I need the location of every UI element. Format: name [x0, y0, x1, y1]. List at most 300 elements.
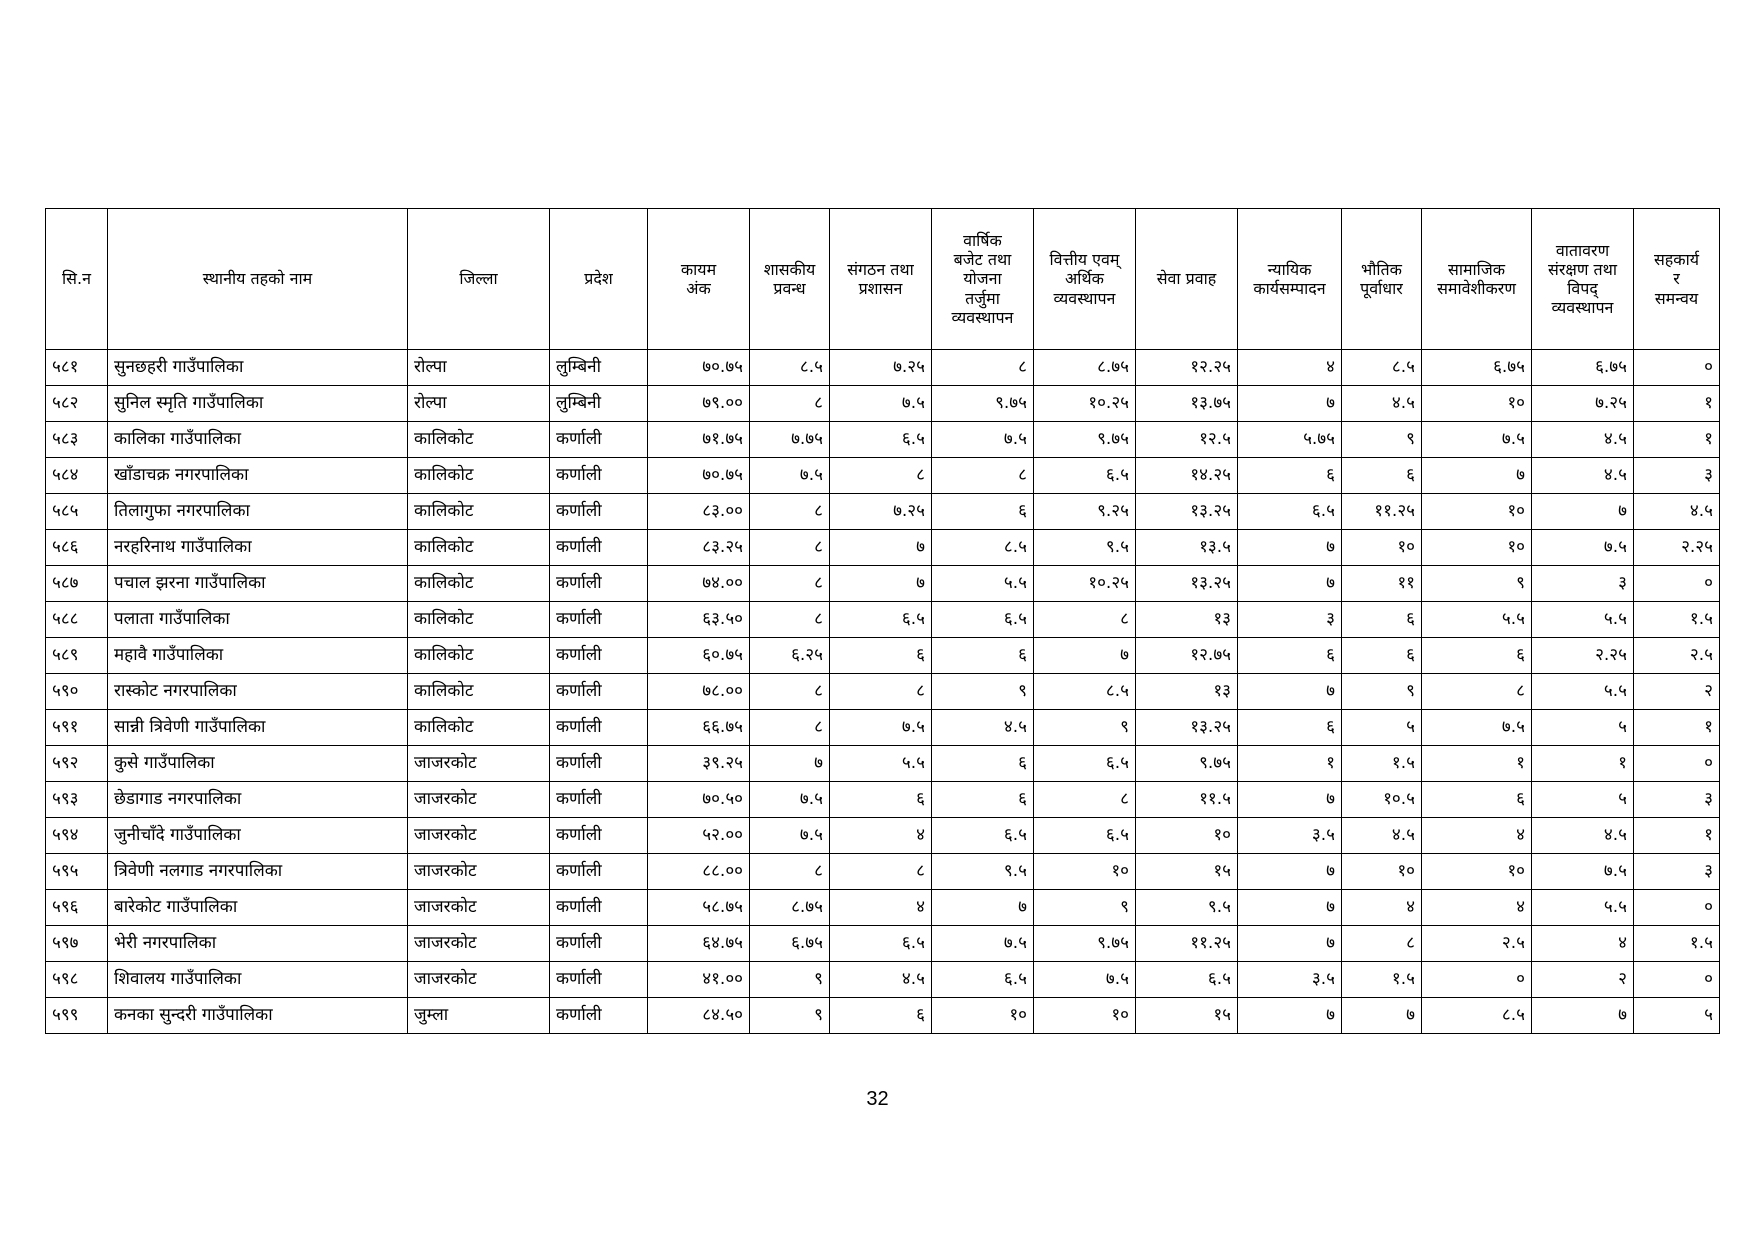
table-cell: ७ [1532, 998, 1634, 1034]
table-cell: ८ [750, 530, 830, 566]
table-cell: ६ [932, 746, 1034, 782]
table-cell: ३ [1634, 782, 1720, 818]
table-cell: १५ [1136, 998, 1238, 1034]
table-cell: लुम्बिनी [550, 350, 648, 386]
table-cell: ६०.७५ [648, 638, 750, 674]
table-cell: ८ [830, 674, 932, 710]
table-cell: ७ [932, 890, 1034, 926]
table-cell: पलाता गाउँपालिका [108, 602, 408, 638]
table-cell: ९ [1034, 710, 1136, 746]
table-cell: ७ [1238, 530, 1342, 566]
table-cell: ८ [830, 854, 932, 890]
table-cell: ४.५ [1634, 494, 1720, 530]
table-cell: ९ [750, 962, 830, 998]
service-delivery-header: सेवा प्रवाह [1136, 209, 1238, 350]
table-cell: १० [1422, 494, 1532, 530]
table-cell: १०.५ [1342, 782, 1422, 818]
table-cell: ७.२५ [830, 494, 932, 530]
table-row [46, 998, 1720, 1034]
table-cell: ४१.०० [648, 962, 750, 998]
table-cell: १० [932, 998, 1034, 1034]
local-level-name-header: स्थानीय तहको नाम [108, 209, 408, 350]
table-cell: ९.७५ [1136, 746, 1238, 782]
table-cell: ७०.७५ [648, 350, 750, 386]
table-cell: ७ [1238, 854, 1342, 890]
table-cell: ५९६ [46, 890, 108, 926]
table-cell: ७ [830, 566, 932, 602]
table-cell: ५९३ [46, 782, 108, 818]
table-cell: जुम्ला [408, 998, 550, 1034]
table-cell: ८ [932, 458, 1034, 494]
table-cell: ९.५ [1034, 530, 1136, 566]
table-cell: ७.५ [1034, 962, 1136, 998]
table-cell: कर्णाली [550, 710, 648, 746]
table-cell: रास्कोट नगरपालिका [108, 674, 408, 710]
environment-disaster-header: वातावरण संरक्षण तथा विपद् व्यवस्थापन [1532, 209, 1634, 350]
table-header-row [46, 209, 1720, 350]
table-cell: ७८.०० [648, 674, 750, 710]
table-cell: लुम्बिनी [550, 386, 648, 422]
table-cell: ५.५ [1532, 674, 1634, 710]
table-cell: ७ [1342, 998, 1422, 1034]
table-cell: ८.५ [1342, 350, 1422, 386]
table-cell: कर्णाली [550, 998, 648, 1034]
table-row [46, 638, 1720, 674]
table-cell: १३.७५ [1136, 386, 1238, 422]
table-cell: ७ [1034, 638, 1136, 674]
table-cell: १२.७५ [1136, 638, 1238, 674]
table-cell: ७.५ [932, 422, 1034, 458]
governance-header: शासकीय प्रवन्ध [750, 209, 830, 350]
table-cell: ६ [932, 494, 1034, 530]
table-cell: १३.२५ [1136, 566, 1238, 602]
table-cell: ५९१ [46, 710, 108, 746]
table-cell: ८ [1034, 602, 1136, 638]
table-row [46, 926, 1720, 962]
table-cell: ७ [1238, 890, 1342, 926]
social-inclusion-header: सामाजिक समावेशीकरण [1422, 209, 1532, 350]
table-row [46, 386, 1720, 422]
total-score-header: कायम अंक [648, 209, 750, 350]
table-cell: १३ [1136, 602, 1238, 638]
table-cell: कालिकोट [408, 602, 550, 638]
table-cell: कर्णाली [550, 458, 648, 494]
table-cell: कालिकोट [408, 638, 550, 674]
table-cell: ६ [1238, 710, 1342, 746]
table-cell: ६.५ [830, 926, 932, 962]
table-row [46, 746, 1720, 782]
budget-planning-header: वार्षिक बजेट तथा योजना तर्जुमा व्यवस्थापन [932, 209, 1034, 350]
table-cell: शिवालय गाउँपालिका [108, 962, 408, 998]
table-cell: ४ [1342, 890, 1422, 926]
table-cell: ७ [830, 530, 932, 566]
table-cell: १५ [1136, 854, 1238, 890]
table-cell: ९ [932, 674, 1034, 710]
table-cell: ० [1634, 566, 1720, 602]
table-cell: ७ [1238, 782, 1342, 818]
table-cell: ६.५ [932, 818, 1034, 854]
table-cell: ७.५ [750, 458, 830, 494]
table-cell: ५९० [46, 674, 108, 710]
table-cell: ५९४ [46, 818, 108, 854]
table-cell: ६ [1342, 638, 1422, 674]
table-cell: ५ [1342, 710, 1422, 746]
table-cell: ७०.५० [648, 782, 750, 818]
table-cell: कर्णाली [550, 566, 648, 602]
table-cell: ६ [1342, 458, 1422, 494]
table-cell: ६.५ [830, 422, 932, 458]
table-cell: कर्णाली [550, 494, 648, 530]
table-cell: ६.७५ [1422, 350, 1532, 386]
table-cell: १.५ [1342, 746, 1422, 782]
table-cell: कर्णाली [550, 638, 648, 674]
table-cell: पचाल झरना गाउँपालिका [108, 566, 408, 602]
table-cell: जाजरकोट [408, 854, 550, 890]
table-cell: १२.५ [1136, 422, 1238, 458]
table-cell: ८ [750, 674, 830, 710]
table-cell: ७ [1238, 386, 1342, 422]
table-cell: ५२.०० [648, 818, 750, 854]
table-cell: ९ [1342, 674, 1422, 710]
table-cell: कालिकोट [408, 530, 550, 566]
table-cell: ९.७५ [1034, 926, 1136, 962]
table-cell: ७ [1238, 926, 1342, 962]
table-cell: ५९८ [46, 962, 108, 998]
table-cell: ७ [1238, 674, 1342, 710]
table-row [46, 350, 1720, 386]
table-cell: जाजरकोट [408, 962, 550, 998]
table-cell: सान्नी त्रिवेणी गाउँपालिका [108, 710, 408, 746]
table-cell: ५८.७५ [648, 890, 750, 926]
table-cell: ८ [932, 350, 1034, 386]
table-body [46, 350, 1720, 1034]
table-cell: ७४.०० [648, 566, 750, 602]
table-cell: ६.५ [830, 602, 932, 638]
table-cell: १० [1422, 530, 1532, 566]
table-cell: कर्णाली [550, 962, 648, 998]
table-cell: ८.५ [932, 530, 1034, 566]
table-cell: ८ [1034, 782, 1136, 818]
table-cell: १ [1634, 818, 1720, 854]
table-cell: ८३.०० [648, 494, 750, 530]
table-cell: ९.२५ [1034, 494, 1136, 530]
table-cell: कुसे गाउँपालिका [108, 746, 408, 782]
table-cell: ८ [750, 386, 830, 422]
table-cell: ४.५ [1342, 818, 1422, 854]
province-header: प्रदेश [550, 209, 648, 350]
table-cell: १३.२५ [1136, 710, 1238, 746]
table-cell: ६ [1238, 458, 1342, 494]
table-cell: ८.७५ [1034, 350, 1136, 386]
table-cell: जुनीचाँदे गाउँपालिका [108, 818, 408, 854]
table-cell: १२.२५ [1136, 350, 1238, 386]
table-cell: ७.५ [1532, 854, 1634, 890]
table-cell: ७ [750, 746, 830, 782]
table-cell: १.५ [1634, 602, 1720, 638]
table-cell: ५.५ [1532, 890, 1634, 926]
table-cell: ६.५ [1136, 962, 1238, 998]
table-cell: १३.२५ [1136, 494, 1238, 530]
table-cell: १ [1238, 746, 1342, 782]
table-cell: ७.५ [750, 782, 830, 818]
table-cell: सुनिल स्मृति गाउँपालिका [108, 386, 408, 422]
table-cell: ८ [750, 494, 830, 530]
table-cell: ६.५ [932, 962, 1034, 998]
table-cell: कालिकोट [408, 566, 550, 602]
table-cell: ५.७५ [1238, 422, 1342, 458]
table-cell: ५८९ [46, 638, 108, 674]
table-cell: ८ [1422, 674, 1532, 710]
table-cell: कर्णाली [550, 818, 648, 854]
table-row [46, 782, 1720, 818]
table-cell: छेडागाड नगरपालिका [108, 782, 408, 818]
table-cell: ६ [1238, 638, 1342, 674]
table-cell: ४.५ [1532, 458, 1634, 494]
table-cell: ३ [1532, 566, 1634, 602]
table-cell: त्रिवेणी नलगाड नगरपालिका [108, 854, 408, 890]
judicial-performance-header: न्यायिक कार्यसम्पादन [1238, 209, 1342, 350]
table-cell: ६.५ [1238, 494, 1342, 530]
table-cell: ८.७५ [750, 890, 830, 926]
table-row [46, 602, 1720, 638]
table-cell: ४ [830, 890, 932, 926]
table-cell: कर्णाली [550, 782, 648, 818]
table-cell: कर्णाली [550, 746, 648, 782]
table-cell: ८.५ [1422, 998, 1532, 1034]
table-cell: ४ [1422, 890, 1532, 926]
table-cell: कर्णाली [550, 926, 648, 962]
table-cell: ५८७ [46, 566, 108, 602]
table-cell: ६ [932, 782, 1034, 818]
table-cell: कर्णाली [550, 854, 648, 890]
table-cell: २.५ [1422, 926, 1532, 962]
table-cell: ५९७ [46, 926, 108, 962]
table-cell: २.२५ [1532, 638, 1634, 674]
table-cell: ७.५ [1532, 530, 1634, 566]
table-cell: तिलागुफा नगरपालिका [108, 494, 408, 530]
table-cell: ७.५ [830, 710, 932, 746]
financial-management-header: वित्तीय एवम् अर्थिक व्यवस्थापन [1034, 209, 1136, 350]
table-cell: भेरी नगरपालिका [108, 926, 408, 962]
table-cell: ६ [932, 638, 1034, 674]
table-cell: ० [1634, 962, 1720, 998]
table-cell: १ [1422, 746, 1532, 782]
table-cell: ६६.७५ [648, 710, 750, 746]
table-cell: ५९५ [46, 854, 108, 890]
table-cell: ३ [1634, 458, 1720, 494]
district-header: जिल्ला [408, 209, 550, 350]
organization-administration-header: संगठन तथा प्रशासन [830, 209, 932, 350]
table-cell: कनका सुन्दरी गाउँपालिका [108, 998, 408, 1034]
table-cell: ५.५ [830, 746, 932, 782]
table-cell: कालिकोट [408, 494, 550, 530]
table-cell: ६ [830, 782, 932, 818]
table-cell: ५८१ [46, 350, 108, 386]
table-cell: ४.५ [1532, 818, 1634, 854]
table-cell: सुनछहरी गाउँपालिका [108, 350, 408, 386]
table-cell: ३.५ [1238, 962, 1342, 998]
table-cell: महावै गाउँपालिका [108, 638, 408, 674]
table-cell: ७.५ [830, 386, 932, 422]
table-cell: कर्णाली [550, 674, 648, 710]
table-cell: २.२५ [1634, 530, 1720, 566]
table-cell: ११.२५ [1136, 926, 1238, 962]
table-cell: ७ [1238, 998, 1342, 1034]
table-cell: ७.५ [750, 818, 830, 854]
table-cell: ८४.५० [648, 998, 750, 1034]
table-cell: १३ [1136, 674, 1238, 710]
table-cell: ६ [830, 998, 932, 1034]
table-cell: ८८.०० [648, 854, 750, 890]
table-row [46, 854, 1720, 890]
table-row [46, 530, 1720, 566]
table-cell: ५.५ [1422, 602, 1532, 638]
table-cell: ८ [750, 566, 830, 602]
table-cell: जाजरकोट [408, 782, 550, 818]
table-cell: ५८६ [46, 530, 108, 566]
table-cell: ६.५ [1034, 818, 1136, 854]
table-cell: ५८४ [46, 458, 108, 494]
table-cell: ० [1422, 962, 1532, 998]
table-cell: ९ [1034, 890, 1136, 926]
table-cell: ८ [750, 854, 830, 890]
table-cell: १० [1342, 530, 1422, 566]
table-cell: जाजरकोट [408, 926, 550, 962]
table-cell: ७.२५ [830, 350, 932, 386]
table-cell: कालिकोट [408, 674, 550, 710]
table-cell: बारेकोट गाउँपालिका [108, 890, 408, 926]
table-cell: कालिकोट [408, 422, 550, 458]
table-cell: ६४.७५ [648, 926, 750, 962]
table-cell: ६.५ [932, 602, 1034, 638]
table-cell: ४ [1532, 926, 1634, 962]
table-cell: ६ [1422, 638, 1532, 674]
table-cell: १ [1634, 422, 1720, 458]
table-cell: ११.५ [1136, 782, 1238, 818]
table-cell: ६ [1422, 782, 1532, 818]
coordination-header: सहकार्य र समन्वय [1634, 209, 1720, 350]
table-cell: २.५ [1634, 638, 1720, 674]
table-cell: ५९२ [46, 746, 108, 782]
table-cell: ४.५ [1532, 422, 1634, 458]
table-cell: ६.२५ [750, 638, 830, 674]
table-row [46, 962, 1720, 998]
table-cell: १० [1034, 998, 1136, 1034]
table-cell: ७ [1238, 566, 1342, 602]
table-row [46, 422, 1720, 458]
table-cell: ९ [1342, 422, 1422, 458]
table-cell: ५८२ [46, 386, 108, 422]
table-cell: ८ [830, 458, 932, 494]
table-cell: कालिकोट [408, 458, 550, 494]
table-cell: कर्णाली [550, 890, 648, 926]
table-cell: ७.७५ [750, 422, 830, 458]
table-cell: ६३.५० [648, 602, 750, 638]
table-cell: १० [1034, 854, 1136, 890]
table-cell: खाँडाचक्र नगरपालिका [108, 458, 408, 494]
table-cell: ७.५ [932, 926, 1034, 962]
table-cell: ७१.७५ [648, 422, 750, 458]
table-row [46, 458, 1720, 494]
table-cell: ४ [1238, 350, 1342, 386]
table-cell: २ [1532, 962, 1634, 998]
serial-number-header: सि.न [46, 209, 108, 350]
table-cell: ५.५ [1532, 602, 1634, 638]
page-number: 32 [866, 1088, 889, 1110]
table-cell: १३.५ [1136, 530, 1238, 566]
table-row [46, 818, 1720, 854]
table-cell: कर्णाली [550, 422, 648, 458]
table-cell: १.५ [1342, 962, 1422, 998]
table-cell: ८३.२५ [648, 530, 750, 566]
table-cell: ५८८ [46, 602, 108, 638]
table-row [46, 494, 1720, 530]
table-cell: ६ [1342, 602, 1422, 638]
table-row [46, 890, 1720, 926]
table-cell: २ [1634, 674, 1720, 710]
table-cell: ७ [1532, 494, 1634, 530]
table-cell: १ [1634, 386, 1720, 422]
table-cell: १०.२५ [1034, 386, 1136, 422]
table-cell: ९.७५ [932, 386, 1034, 422]
table-cell: ७९.०० [648, 386, 750, 422]
table-cell: कर्णाली [550, 602, 648, 638]
infrastructure-header: भौतिक पूर्वाधार [1342, 209, 1422, 350]
table-cell: ५ [1634, 998, 1720, 1034]
table-cell: ० [1634, 746, 1720, 782]
table-cell: १० [1422, 854, 1532, 890]
table-cell: ० [1634, 890, 1720, 926]
table-cell: ३९.२५ [648, 746, 750, 782]
table-cell: ४ [830, 818, 932, 854]
table-cell: रोल्पा [408, 386, 550, 422]
table-cell: जाजरकोट [408, 746, 550, 782]
table-cell: रोल्पा [408, 350, 550, 386]
table-cell: ११ [1342, 566, 1422, 602]
table-cell: ६.५ [1034, 746, 1136, 782]
table-cell: ३ [1238, 602, 1342, 638]
scores-table [45, 208, 1720, 1034]
table-cell: ५८५ [46, 494, 108, 530]
table-cell: १४.२५ [1136, 458, 1238, 494]
table-cell: ४.५ [932, 710, 1034, 746]
table-cell: ५ [1532, 710, 1634, 746]
table-cell: ७ [1422, 458, 1532, 494]
table-cell: ११.२५ [1342, 494, 1422, 530]
table-cell: १० [1422, 386, 1532, 422]
table-cell: १ [1634, 710, 1720, 746]
table-cell: जाजरकोट [408, 890, 550, 926]
table-cell: ५९९ [46, 998, 108, 1034]
table-cell: ३.५ [1238, 818, 1342, 854]
table-cell: ४ [1422, 818, 1532, 854]
table-cell: ६ [830, 638, 932, 674]
table-cell: ६.७५ [1532, 350, 1634, 386]
table-cell: ९ [750, 998, 830, 1034]
table-cell: ९.५ [932, 854, 1034, 890]
table-cell: कर्णाली [550, 530, 648, 566]
table-cell: ७.५ [1422, 422, 1532, 458]
table-cell: १.५ [1634, 926, 1720, 962]
table-cell: ७.५ [1422, 710, 1532, 746]
table-cell: १० [1342, 854, 1422, 890]
table-cell: ९.५ [1136, 890, 1238, 926]
table-cell: ७०.७५ [648, 458, 750, 494]
table-cell: ६.५ [1034, 458, 1136, 494]
table-row [46, 710, 1720, 746]
table-cell: ८ [750, 602, 830, 638]
table-cell: कालिका गाउँपालिका [108, 422, 408, 458]
